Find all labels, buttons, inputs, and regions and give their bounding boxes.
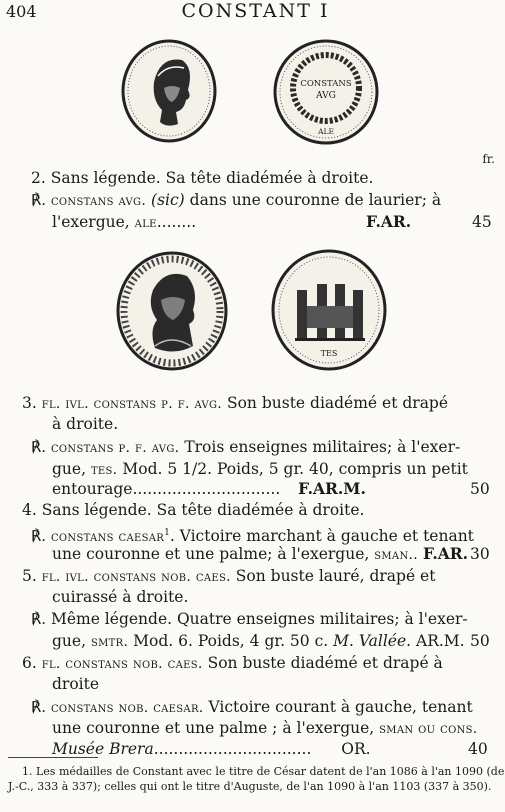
entry-3-reverse-line3: entourage.............................. F.AR.M. — [52, 479, 366, 498]
coin-2-obverse — [115, 250, 230, 372]
entry-5-reverse-line2: gue, smtr. Mod. 6. Poids, 4 gr. 50 c. M. Vallée. AR.M. — [52, 632, 465, 650]
entry-5-obverse-line2: cuirassé à droite. — [52, 588, 189, 606]
coin-2-reverse-exergue: TES — [320, 349, 338, 358]
leader-dots: .............................. — [132, 480, 281, 498]
exergue-mark: sman ou cons. — [379, 721, 478, 737]
exergue-mark: sman.. — [374, 547, 418, 563]
coin-1-obverse — [120, 38, 218, 144]
coin-1-reverse-line1: CONSTANS — [300, 79, 352, 89]
reverse-description: . Victoire marchant à gauche et tenant — [169, 527, 474, 546]
running-head: CONSTANT I — [181, 0, 330, 22]
metal-rarity: OR. — [341, 740, 371, 758]
collection-name: Musée Brera — [52, 740, 154, 758]
reverse-legend: constans avg. — [50, 193, 147, 209]
footnote-line1: 1. Les médailles de Constant avec le titre de César datent de l'an 1086 à l'an 1090 (de — [22, 765, 505, 778]
entry-number: 5. — [22, 567, 37, 585]
entry-3-obverse-line1 — [22, 393, 448, 414]
entry-2-reverse-line1 — [31, 190, 441, 211]
entry-3-reverse-line1 — [31, 437, 460, 458]
obverse-description: Sans légende. Sa tête diadémée à droite. — [50, 169, 374, 187]
coin-1-reverse-exergue: ALE — [318, 127, 334, 136]
reverse-symbol: ℟. — [31, 527, 47, 546]
metal-rarity: F.AR.M. — [298, 479, 366, 498]
metal-rarity: AR.M. — [416, 632, 465, 650]
entry-5-obverse-line1 — [22, 566, 435, 587]
obverse-legend: fl. ivl. constans p. f. avg. — [41, 396, 223, 412]
footnote-line2: J.-C., 333 à 337); celles qui ont le titre d'Auguste, de l'an 1090 à l'an 1103 (337 à 350). — [8, 780, 492, 793]
collection-name: M. Vallée. — [333, 632, 412, 650]
reverse-legend: constans nob. caesar. — [50, 700, 204, 716]
reverse-symbol: ℟. — [31, 610, 47, 628]
obverse-description: Son buste diadémé et drapé — [226, 394, 449, 412]
footnote-marker: 1 — [164, 528, 170, 538]
entry-5-price: 50 — [470, 632, 490, 650]
entry-6-reverse-line3 — [52, 739, 371, 759]
entry-number: 3. — [22, 394, 37, 412]
exergue-mark: ale — [134, 215, 157, 231]
entry-5-reverse-line1 — [31, 609, 468, 629]
entry-3-obverse-line2: à droite. — [52, 415, 119, 433]
reverse-legend: constans caesar — [50, 529, 165, 546]
entry-3-price: 50 — [470, 480, 490, 498]
page-number: 404 — [6, 2, 37, 21]
entry-2-price: 45 — [472, 213, 492, 231]
obverse-description: Son buste lauré, drapé et — [235, 567, 436, 585]
reverse-symbol: ℟. — [31, 698, 47, 716]
entry-2-reverse-line2: l'exergue, ale........ F.AR. — [52, 212, 412, 231]
entry-6-obverse-line2: droite — [52, 675, 100, 693]
entry-number: 6. — [22, 654, 37, 672]
reverse-symbol: ℟. — [31, 438, 47, 456]
entry-6-price: 40 — [468, 740, 488, 758]
metal-rarity: F.AR. — [422, 544, 469, 563]
entry-4-obverse — [22, 500, 364, 520]
reverse-description: Trois enseignes militaires; à l'exer- — [184, 438, 461, 456]
entry-4-reverse-line2: une couronne et une palme; à l'exergue, sman.. F.AR. — [52, 544, 469, 563]
entry-3-reverse-line2: gue, tes. Mod. 5 1/2. Poids, 5 gr. 40, compris un petit — [52, 460, 468, 478]
reverse-description: Même légende. Quatre enseignes militaires; à l'exer- — [50, 610, 468, 628]
reverse-symbol: ℟. — [31, 191, 47, 209]
entry-6-obverse-line1 — [22, 653, 443, 674]
reverse-description: Victoire courant à gauche, tenant — [208, 698, 473, 716]
entry-6-reverse-line1 — [31, 697, 473, 718]
coin-2-reverse — [269, 248, 389, 372]
metal-rarity: F.AR. — [366, 212, 412, 231]
coin-1-reverse — [272, 38, 380, 146]
obverse-legend: fl. constans nob. caes. — [41, 656, 203, 672]
entry-2-obverse — [31, 168, 373, 188]
reverse-legend: constans p. f. avg. — [50, 440, 180, 456]
obverse-description: Son buste diadémé et drapé à — [207, 654, 443, 672]
leader-dots: ................................ — [153, 740, 312, 758]
exergue-mark: smtr. — [90, 634, 129, 650]
reverse-description: dans une couronne de laurier; à — [189, 191, 442, 209]
entry-6-reverse-line2: une couronne et une palme ; à l'exergue, sman ou cons. — [52, 719, 478, 737]
footnote-rule — [8, 757, 98, 758]
exergue-mark: tes. — [90, 462, 118, 478]
coin-1-reverse-line2: AVG — [316, 91, 336, 101]
obverse-description: Sans légende. Sa tête diadémée à droite. — [41, 501, 365, 519]
entry-4-price: 30 — [470, 545, 490, 563]
sic-note: (sic) — [151, 191, 185, 209]
entry-number: 4. — [22, 501, 37, 519]
currency-header: fr. — [482, 152, 495, 166]
leader-dots: ........ — [156, 213, 197, 231]
entry-number: 2. — [31, 169, 46, 187]
obverse-legend: fl. ivl. constans nob. caes. — [41, 569, 231, 585]
